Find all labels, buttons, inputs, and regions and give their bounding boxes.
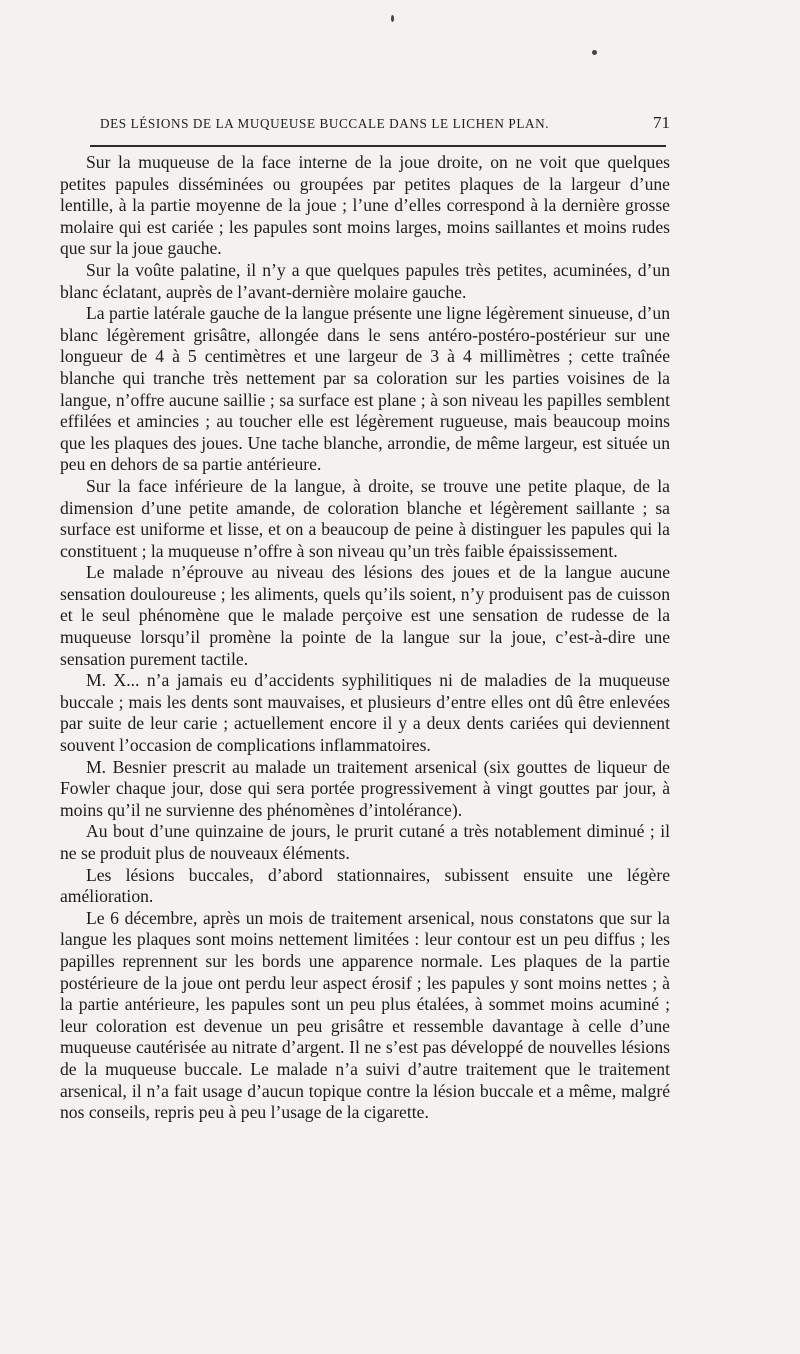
paragraph: Le malade n’éprouve au niveau des lésions des joues et de la langue aucune sensation douloureuse ; les aliments, quels qu’ils soient, n’y produisent pas de cuisson et le seul phénomène que le malade perçoive est une sensation de rudesse de la muqueuse lorsqu’il promène la pointe de la langue sur la joue, c’est-à-dire une sensation purement tactile. [60, 562, 670, 669]
paragraph: M. X... n’a jamais eu d’accidents syphilitiques ni de maladies de la muqueuse buccale ; mais les dents sont mauvaises, et plusieurs d’entre elles ont dû être enlevées par suite de leur carie ; actuellement encore il y a deux dents cariées qui deviennent souvent l’occasion de complications inflammatoires. [60, 670, 670, 756]
running-title: DES LÉSIONS DE LA MUQUEUSE BUCCALE DANS LE LICHEN PLAN. [100, 116, 550, 131]
paragraph: Le 6 décembre, après un mois de traitement arsenical, nous constatons que sur la langue les plaques sont moins nettement limitées : leur contour est un peu diffus ; les papilles reprennent sur les bords une apparence normale. Les plaques de la partie postérieure de la joue ont perdu leur aspect érosif ; les papules y sont moins nettes ; à la partie antérieure, les papules sont un peu plus étalées, à sommet moins acuminé ; leur coloration est devenue un peu grisâtre et ressemble davantage à celle d’une muqueuse cautérisée au nitrate d’argent. Il ne s’est pas développé de nouvelles lésions de la muqueuse buccale. Le malade n’a suivi d’autre traitement que le traitement arsenical, il n’a fait usage d’aucun topique contre la lésion buccale et a même, malgré nos conseils, repris peu à peu l’usage de la cigarette. [60, 907, 670, 1123]
paragraph: Sur la voûte palatine, il n’y a que quelques papules très petites, acuminées, d’un blanc éclatant, auprès de l’avant-dernière molaire gauche. [60, 259, 670, 302]
print-speck [592, 50, 597, 55]
body-text [60, 152, 670, 1124]
paragraph: Sur la muqueuse de la face interne de la joue droite, on ne voit que quelques petites papules disséminées ou groupées par petites plaques de la largeur d’une lentille, à la partie moyenne de la joue ; l’une d’elles correspond à la dernière grosse molaire qui est cariée ; les papules sont moins larges, moins saillantes et moins rudes que sur la joue gauche. [60, 152, 670, 259]
paragraph: Les lésions buccales, d’abord stationnaires, subissent ensuite une légère amélioration. [60, 864, 670, 907]
paragraph: M. Besnier prescrit au malade un traitement arsenical (six gouttes de liqueur de Fowler chaque jour, dose qui sera portée progressivement à vingt gouttes par jour, à moins qu’il ne survienne des phénomènes d’intolérance). [60, 756, 670, 820]
page-number: 71 [653, 113, 670, 132]
header-rule [90, 145, 666, 147]
paragraph: La partie latérale gauche de la langue présente une ligne légèrement sinueuse, d’un blanc légèrement grisâtre, allongée dans le sens antéro-postéro-postérieur sur une longueur de 4 à 5 centimètres et une largeur de 3 à 4 millimètres ; cette traînée blanche qui tranche très nettement par sa coloration sur les parties voisines de la langue, n’offre aucune saillie ; sa surface est plane ; à son niveau les papilles semblent effilées et amincies ; au toucher elle est légèrement rugueuse, mais beaucoup moins que les plaques des joues. Une tache blanche, arrondie, de même largeur, est située un peu en dehors de sa partie antérieure. [60, 303, 670, 475]
print-speck [391, 15, 394, 22]
paragraph: Au bout d’une quinzaine de jours, le prurit cutané a très notablement diminué ; il ne se produit plus de nouveaux éléments. [60, 821, 670, 863]
paragraph: Sur la face inférieure de la langue, à droite, se trouve une petite plaque, de la dimension d’une petite amande, de coloration blanche et légèrement saillante ; sa surface est uniforme et lisse, et on a beaucoup de peine à distinguer les papules qui la constituent ; la muqueuse n’offre à son niveau qu’un très faible épaississement. [60, 475, 670, 561]
running-head [100, 113, 670, 137]
